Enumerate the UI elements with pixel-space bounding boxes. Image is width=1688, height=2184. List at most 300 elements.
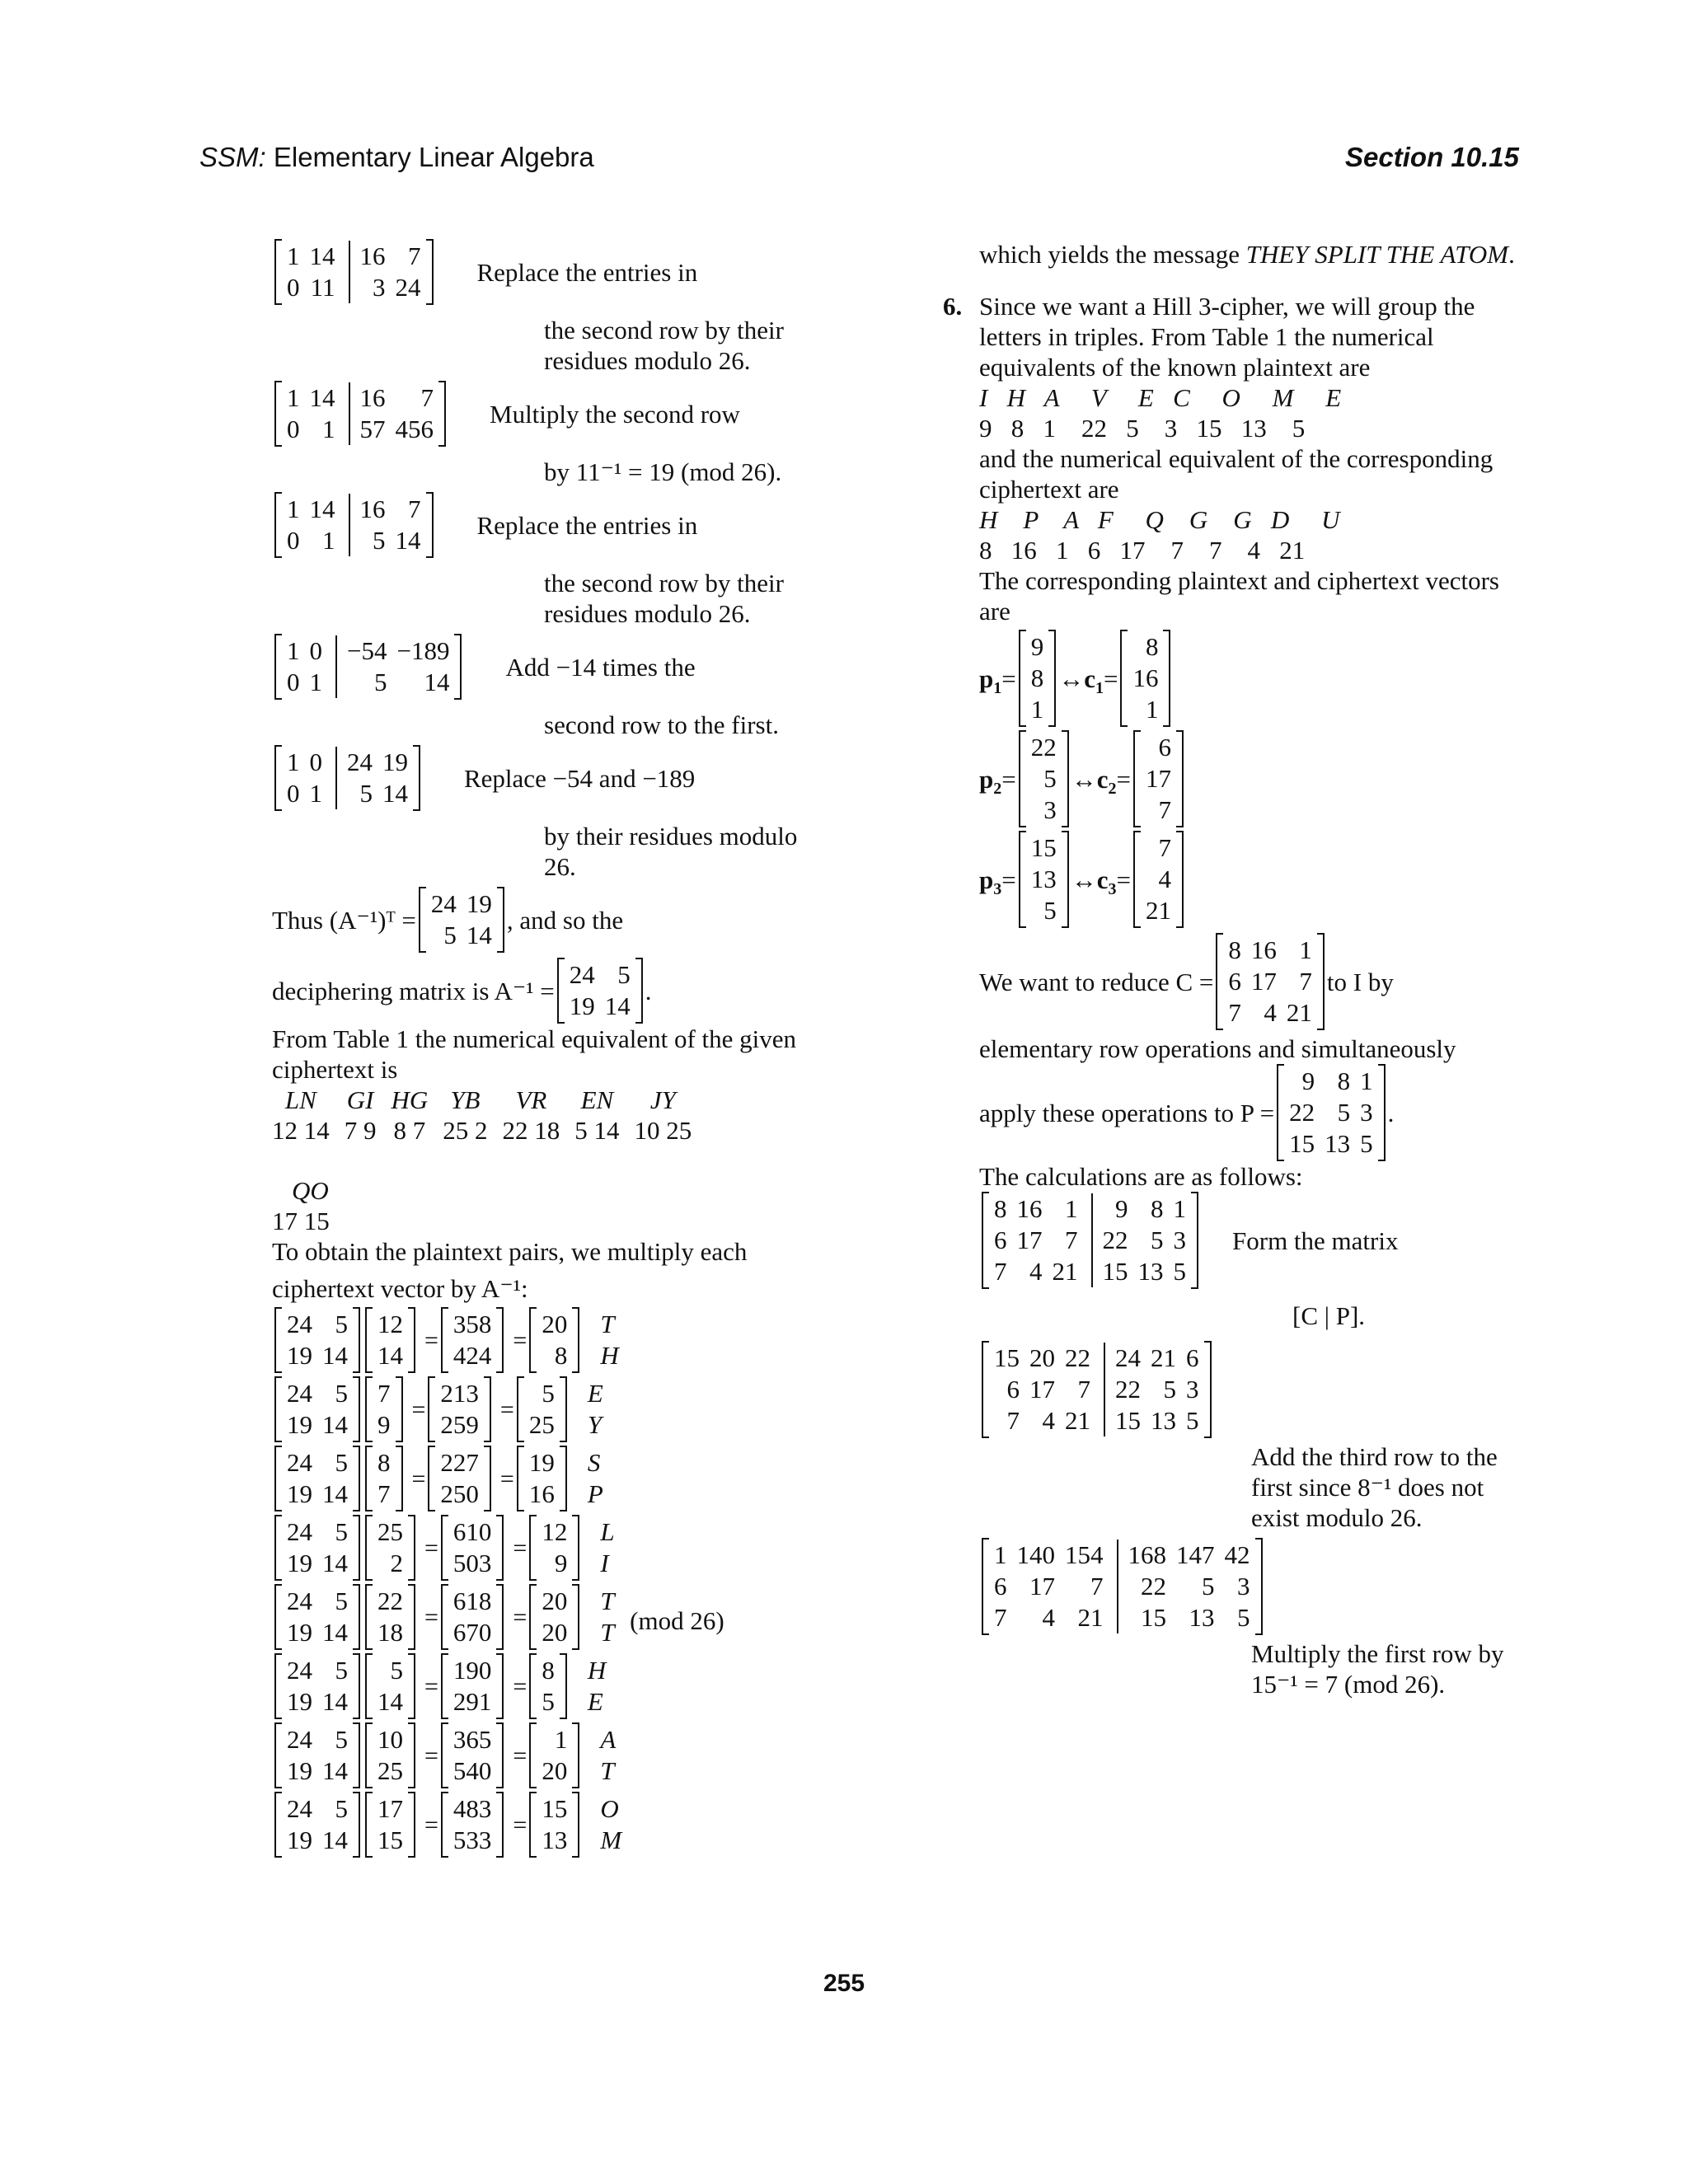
matrix-entry: 1 bbox=[1299, 935, 1312, 964]
cipher-vector bbox=[1120, 630, 1170, 727]
cipher-pair-letters: VR bbox=[515, 1085, 547, 1114]
matrix-entry: 14 bbox=[322, 1410, 348, 1439]
cipher-vector bbox=[1133, 831, 1184, 928]
cipher-pair-numbers: 10 25 bbox=[634, 1116, 692, 1145]
plaintext-letters bbox=[588, 1447, 603, 1510]
cipher-vector bbox=[365, 1376, 403, 1442]
matrix-entry: 8 bbox=[1151, 1194, 1164, 1223]
plaintext-letter: T bbox=[600, 1310, 615, 1338]
residue-vector bbox=[529, 1722, 579, 1788]
page-number: 255 bbox=[823, 1970, 865, 1997]
matrix-entry: 1 bbox=[287, 748, 300, 776]
inverse-matrix bbox=[274, 1307, 360, 1373]
matrix-entry: 24 bbox=[287, 1586, 312, 1615]
matrix-entry: 8 bbox=[1337, 1066, 1351, 1095]
augmented-2x4-matrix bbox=[274, 239, 434, 305]
matrix-entry: 5 bbox=[1186, 1406, 1199, 1435]
augmented-step-1 bbox=[979, 1192, 1523, 1289]
matrix-entry: 4 bbox=[1158, 865, 1171, 893]
plaintext-letter: T bbox=[600, 1756, 615, 1785]
step-note-cont: second row to the first. bbox=[544, 710, 779, 739]
matrix-entry: 19 bbox=[287, 1341, 312, 1370]
reduction-step bbox=[272, 381, 849, 447]
matrix-entry: 20 bbox=[542, 1756, 568, 1785]
matrix-entry: 20 bbox=[542, 1310, 568, 1338]
matrix-entry: 5 bbox=[617, 960, 631, 989]
matrix-entry: 22 bbox=[1118, 1571, 1172, 1602]
step-note: Add −14 times the bbox=[505, 652, 696, 682]
matrix-entry: 14 bbox=[322, 1549, 348, 1577]
note-form-matrix: Form the matrix bbox=[1232, 1226, 1399, 1255]
matrix-entry: 15 bbox=[994, 1343, 1020, 1372]
matrix-entry: 14 bbox=[322, 1687, 348, 1716]
matrix-entry: 8 bbox=[554, 1341, 568, 1370]
matrix-entry: 147 bbox=[1176, 1540, 1215, 1569]
matrix-entry: 14 bbox=[382, 779, 408, 808]
matrix-entry: 19 bbox=[466, 889, 492, 918]
cipher-pair bbox=[503, 1085, 560, 1146]
vector-pairs bbox=[979, 630, 1523, 928]
product-row bbox=[272, 1653, 621, 1719]
matrix-entry: 7 bbox=[408, 494, 421, 523]
plaintext-letter: L bbox=[600, 1517, 615, 1546]
running-header-right: Section 10.15 bbox=[1345, 142, 1519, 172]
matrix-entry: 9 bbox=[1030, 632, 1044, 661]
note-multiply-first-row: Multiply the first row by 15⁻¹ = 7 (mod 26). bbox=[1251, 1639, 1504, 1699]
product-row bbox=[272, 1307, 621, 1373]
matrix-entry: 22 bbox=[1104, 1374, 1146, 1405]
plain-vector-label: $p_3$ bbox=[979, 865, 1002, 898]
product-vector bbox=[441, 1792, 504, 1858]
ciphertext-intro: and the numerical equivalent of the corresponding ciphertext are bbox=[979, 444, 1493, 504]
matrix-entry: 19 bbox=[287, 1479, 312, 1508]
plaintext-letters bbox=[588, 1378, 603, 1441]
residue-vector bbox=[529, 1515, 579, 1581]
equals-sign: = bbox=[513, 1811, 528, 1839]
matrix-entry: −189 bbox=[396, 636, 450, 665]
matrix-entry: 14 bbox=[466, 921, 492, 949]
equals-sign: = bbox=[499, 1395, 514, 1423]
product-list bbox=[272, 1307, 621, 1861]
matrix-entry: 0 bbox=[287, 415, 300, 443]
matrix-entry: 8 bbox=[542, 1656, 555, 1685]
matrix-entry: 0 bbox=[287, 668, 300, 696]
cipher-vector bbox=[365, 1307, 415, 1373]
product-row bbox=[272, 1376, 621, 1442]
matrix-entry: 8 bbox=[1228, 935, 1241, 964]
cipher-vector bbox=[365, 1446, 403, 1511]
matrix-entry: 17 bbox=[1016, 1226, 1043, 1254]
cipher-pair-letters: EN bbox=[580, 1085, 614, 1114]
equals-sign: = bbox=[411, 1465, 426, 1493]
matrix-entry: 14 bbox=[322, 1618, 348, 1647]
matrix-entry: 20 bbox=[542, 1586, 568, 1615]
augmented-2x4-matrix bbox=[274, 745, 420, 811]
matrix-entry: 5 bbox=[336, 667, 392, 698]
matrix-entry: 19 bbox=[528, 1448, 555, 1477]
ciphertext-letters: H P A F Q G G D U bbox=[979, 505, 1340, 534]
inverse-transpose-matrix bbox=[419, 887, 504, 953]
inverse-matrix bbox=[274, 1653, 360, 1719]
matrix-entry: 9 bbox=[377, 1410, 391, 1439]
matrix-entry: 16 bbox=[349, 382, 391, 414]
last-pair-nums: 17 15 bbox=[272, 1207, 330, 1235]
augmented-2x4-matrix bbox=[274, 381, 446, 447]
matrix-entry: 540 bbox=[452, 1756, 492, 1785]
matrix-entry: 5 bbox=[443, 921, 457, 949]
cipher-pair bbox=[574, 1085, 619, 1146]
matrix-entry: 8 bbox=[994, 1194, 1007, 1223]
matrix-entry: 15 bbox=[1030, 833, 1057, 862]
matrix-entry: 15 bbox=[377, 1825, 403, 1854]
plain-vector-label: $p_2$ bbox=[979, 764, 1002, 798]
running-header-left: SSM: Elementary Linear Algebra bbox=[199, 142, 594, 172]
residue-vector bbox=[529, 1792, 579, 1858]
plaintext-letters bbox=[600, 1724, 616, 1787]
problem-text: Since we want a Hill 3-cipher, we will group the letters in triples. From Table 1 the numerical equivalents of the known plaintext are bbox=[979, 292, 1475, 382]
vectors-intro: The corresponding plaintext and ciphertext vectors are bbox=[979, 566, 1499, 626]
matrix-entry: 503 bbox=[452, 1549, 492, 1577]
matrix-entry: 15 bbox=[1289, 1129, 1315, 1158]
equals-sign: = bbox=[1116, 764, 1131, 794]
deciphering-matrix bbox=[557, 958, 643, 1024]
equals-sign: = bbox=[513, 1672, 528, 1700]
matrix-entry: 57 bbox=[349, 414, 391, 445]
plaintext-letter: S bbox=[587, 1448, 601, 1477]
plain-vector bbox=[1019, 831, 1069, 928]
matrix-entry: 22 bbox=[1030, 733, 1057, 762]
matrix-entry: 0 bbox=[309, 748, 322, 776]
matrix-entry: 19 bbox=[569, 991, 595, 1020]
matrix-entry: 5 bbox=[335, 1517, 348, 1546]
matrix-entry: 22 bbox=[1065, 1343, 1090, 1372]
matrix-entry: 1 bbox=[554, 1725, 568, 1754]
matrix-entry: 0 bbox=[287, 273, 300, 302]
equals-sign: = bbox=[1001, 865, 1016, 894]
matrix-entry: 14 bbox=[322, 1479, 348, 1508]
matrix-entry: 16 bbox=[349, 241, 391, 272]
matrix-entry: 25 bbox=[377, 1517, 403, 1546]
matrix-entry: 6 bbox=[1228, 967, 1241, 996]
product-row bbox=[272, 1584, 621, 1650]
equals-sign: = bbox=[513, 1741, 528, 1769]
matrix-entry: 6 bbox=[994, 1226, 1007, 1254]
cipher-vector bbox=[365, 1515, 415, 1581]
matrix-entry: 5 bbox=[542, 1687, 555, 1716]
cipher-vector-label: $c_2$ bbox=[1096, 764, 1117, 798]
residue-vector bbox=[529, 1584, 579, 1650]
step-note: Replace the entries in bbox=[476, 257, 698, 287]
matrix-entry: 291 bbox=[452, 1687, 492, 1716]
matrix-entry: 358 bbox=[452, 1310, 492, 1338]
vector-pair-row bbox=[979, 730, 1523, 827]
matrix-entry: 16 bbox=[1016, 1194, 1043, 1223]
equals-sign: = bbox=[1104, 663, 1118, 693]
residue-vector bbox=[517, 1446, 567, 1511]
matrix-entry: 14 bbox=[377, 1687, 403, 1716]
matrix-entry: 24 bbox=[287, 1448, 312, 1477]
plain-vector bbox=[1019, 730, 1069, 827]
matrix-entry: 1 bbox=[1360, 1066, 1373, 1095]
matrix-entry: 14 bbox=[395, 526, 421, 555]
plaintext-letters bbox=[600, 1586, 614, 1648]
mult-intro-a: To obtain the plaintext pairs, we multiply each bbox=[272, 1237, 748, 1266]
matrix-entry: 13 bbox=[1030, 865, 1057, 893]
product-vector bbox=[428, 1376, 491, 1442]
product-row bbox=[272, 1722, 621, 1788]
matrix-entry: −54 bbox=[336, 635, 392, 667]
matrix-entry: 24 bbox=[430, 889, 457, 918]
matrix-entry: 618 bbox=[452, 1586, 492, 1615]
matrix-entry: 7 bbox=[408, 241, 421, 270]
matrix-entry: 8 bbox=[1030, 663, 1044, 692]
matrix-entry: 7 bbox=[1006, 1406, 1020, 1435]
matrix-entry: 16 bbox=[349, 494, 391, 525]
matrix-entry: 13 bbox=[1151, 1406, 1176, 1435]
reduction-step bbox=[272, 239, 849, 305]
matrix-entry: 5 bbox=[1043, 764, 1057, 793]
matrix-entry: 250 bbox=[440, 1479, 479, 1508]
matrix-entry: 483 bbox=[452, 1794, 492, 1823]
note-add-third-row: Add the third row to the first since 8⁻¹ does not exist modulo 26. bbox=[1251, 1442, 1498, 1532]
matrix-entry: 12 bbox=[377, 1310, 403, 1338]
step-note-cont: the second row by their residues modulo 26. bbox=[544, 569, 784, 628]
apply-line: apply these operations to P = 9 8 1 22 5 3 15 13 5 . bbox=[979, 1064, 1523, 1161]
matrix-entry: 15 bbox=[1104, 1405, 1146, 1436]
step-note-cont: the second row by their residues modulo 26. bbox=[544, 316, 784, 375]
residue-vector bbox=[529, 1307, 579, 1373]
matrix-entry: 16 bbox=[528, 1479, 555, 1508]
product-row bbox=[272, 1446, 621, 1511]
matrix-entry: 7 bbox=[1077, 1375, 1090, 1404]
matrix-entry: 15 bbox=[1092, 1256, 1133, 1287]
vector-pair-row bbox=[979, 831, 1523, 928]
matrix-entry: 42 bbox=[1224, 1540, 1250, 1569]
matrix-entry: 10 bbox=[377, 1725, 403, 1754]
matrix-entry: 14 bbox=[309, 494, 335, 523]
cipher-vector bbox=[365, 1792, 415, 1858]
matrix-entry: 0 bbox=[309, 636, 322, 665]
matrix-entry: 610 bbox=[452, 1517, 492, 1546]
matrix-entry: 1 bbox=[309, 779, 322, 808]
matrix-entry: 5 bbox=[335, 1379, 348, 1408]
matrix-entry: 9 bbox=[1301, 1066, 1315, 1095]
plaintext-letters bbox=[588, 1655, 606, 1718]
matrix-entry: 5 bbox=[542, 1379, 555, 1408]
matrix-entry: 24 bbox=[287, 1517, 312, 1546]
product-vector bbox=[428, 1446, 491, 1511]
product-vector bbox=[441, 1722, 504, 1788]
cipher-pair bbox=[635, 1085, 692, 1146]
last-pair-letters: QO bbox=[292, 1176, 329, 1205]
matrix-entry: 19 bbox=[287, 1687, 312, 1716]
matrix-entry: 5 bbox=[335, 1794, 348, 1823]
step-note: Multiply the second row bbox=[490, 399, 740, 429]
problem-6 bbox=[943, 291, 1523, 1699]
matrix-entry: 7 bbox=[1065, 1226, 1078, 1254]
matrix-entry: 1 bbox=[1030, 695, 1044, 724]
plaintext-letter: Y bbox=[587, 1410, 603, 1439]
matrix-entry: 154 bbox=[1065, 1540, 1104, 1569]
cipher-pair-numbers: 22 18 bbox=[502, 1116, 560, 1145]
row-reduction-steps bbox=[272, 239, 849, 882]
calc-intro: The calculations are as follows: bbox=[979, 1162, 1303, 1191]
matrix-entry: 24 bbox=[287, 1310, 312, 1338]
matrix-entry: 9 bbox=[554, 1549, 568, 1577]
augmented-matrix-2 bbox=[982, 1341, 1212, 1438]
matrix-entry: 3 bbox=[1237, 1572, 1250, 1601]
matrix-entry: 365 bbox=[452, 1725, 492, 1754]
plaintext-letters bbox=[600, 1309, 618, 1371]
plaintext-letters bbox=[600, 1516, 614, 1579]
cipher-pair bbox=[443, 1085, 487, 1146]
matrix-entry: 24 bbox=[287, 1725, 312, 1754]
step-note: Replace the entries in bbox=[476, 510, 698, 540]
reduction-step bbox=[272, 634, 849, 700]
matrix-entry: 7 bbox=[1158, 795, 1171, 824]
matrix-entry: 5 bbox=[1237, 1603, 1250, 1632]
plaintext-letter: I bbox=[600, 1549, 609, 1577]
matrix-entry: 6 bbox=[1158, 733, 1171, 762]
equals-sign: = bbox=[424, 1534, 438, 1562]
matrix-entry: 14 bbox=[322, 1825, 348, 1854]
matrix-entry: 1 bbox=[287, 383, 300, 412]
cipher-pair-letters: LN bbox=[284, 1085, 316, 1114]
matrix-entry: 5 bbox=[1360, 1129, 1373, 1158]
augmented-2x4-matrix bbox=[274, 492, 434, 558]
matrix-entry: 1 bbox=[287, 494, 300, 523]
matrix-entry: 13 bbox=[542, 1825, 568, 1854]
matrix-entry: 7 bbox=[377, 1479, 391, 1508]
inverse-matrix bbox=[274, 1376, 360, 1442]
residue-vector bbox=[529, 1653, 567, 1719]
equals-sign: = bbox=[411, 1395, 426, 1423]
matrix-entry: 19 bbox=[287, 1410, 312, 1439]
augmented-2x4-matrix bbox=[274, 634, 462, 700]
matrix-entry: 1 bbox=[287, 636, 300, 665]
matrix-entry: 8 bbox=[1145, 632, 1159, 661]
vector-pair-row bbox=[979, 630, 1523, 727]
cipher-pair bbox=[272, 1085, 330, 1146]
augmented-matrix-1 bbox=[982, 1192, 1198, 1289]
matrix-entry: 670 bbox=[452, 1618, 492, 1647]
matrix-entry: 5 bbox=[1173, 1257, 1186, 1286]
matrix-entry: 5 bbox=[336, 778, 377, 809]
cipher-vector bbox=[365, 1584, 415, 1650]
matrix-entry: 190 bbox=[452, 1656, 492, 1685]
ciphertext-numbers: 8 16 1 6 17 7 7 4 21 bbox=[979, 536, 1306, 565]
cipher-pair-numbers: 8 7 bbox=[393, 1116, 426, 1145]
plaintext-letter: H bbox=[587, 1656, 607, 1685]
plaintext-letter: M bbox=[600, 1825, 622, 1854]
elementary-line: elementary row operations and simultaneously bbox=[979, 1034, 1456, 1063]
note-c-p: [C | P]. bbox=[1292, 1301, 1366, 1330]
matrix-entry: 259 bbox=[440, 1410, 479, 1439]
matrix-entry: 18 bbox=[377, 1618, 403, 1647]
matrix-entry: 227 bbox=[440, 1448, 479, 1477]
cipher-vector bbox=[365, 1653, 415, 1719]
table-intro: From Table 1 the numerical equivalent of the given ciphertext is bbox=[272, 1024, 797, 1084]
step-note-cont: by their residues modulo 26. bbox=[544, 822, 798, 881]
matrix-entry: 213 bbox=[440, 1379, 479, 1408]
matrix-entry: 7 bbox=[1158, 833, 1171, 862]
cipher-vector bbox=[365, 1722, 415, 1788]
matrix-entry: 14 bbox=[604, 991, 631, 1020]
matrix-entry: 5 bbox=[390, 1656, 403, 1685]
reduce-line: We want to reduce C = 8 16 1 6 17 7 7 4 21 to I by bbox=[979, 933, 1523, 1030]
matrix-entry: 25 bbox=[377, 1756, 403, 1785]
plaintext-letters: I H A V E C O M E bbox=[979, 383, 1342, 412]
matrix-entry: 5 bbox=[335, 1310, 348, 1338]
matrix-entry: 21 bbox=[1286, 998, 1312, 1027]
matrix-entry: 140 bbox=[1016, 1540, 1055, 1569]
matrix-entry: 22 bbox=[377, 1586, 403, 1615]
plaintext-letter: T bbox=[600, 1586, 615, 1615]
product-row bbox=[272, 1792, 621, 1858]
left-column bbox=[272, 239, 849, 1861]
matrix-entry: 19 bbox=[287, 1825, 312, 1854]
matrix-entry: 1 bbox=[322, 526, 335, 555]
matrix-entry: 17 bbox=[1250, 967, 1277, 996]
matrix-entry: 24 bbox=[395, 273, 421, 302]
mult-intro-b: ciphertext vector by A⁻¹: bbox=[272, 1274, 528, 1303]
inverse-matrix bbox=[274, 1722, 360, 1788]
matrix-entry: 5 bbox=[349, 525, 391, 556]
product-vector bbox=[441, 1307, 504, 1373]
plaintext-letter: E bbox=[587, 1379, 603, 1408]
matrix-entry: 24 bbox=[287, 1656, 312, 1685]
matrix-entry: 11 bbox=[310, 273, 335, 302]
step-note-cont: by 11⁻¹ = 19 (mod 26). bbox=[544, 457, 782, 486]
matrix-entry: 17 bbox=[377, 1794, 403, 1823]
matrix-entry: 13 bbox=[1325, 1129, 1351, 1158]
matrix-entry: 4 bbox=[1029, 1257, 1043, 1286]
correspondence-arrow: ↔ bbox=[1071, 865, 1097, 894]
matrix-entry: 424 bbox=[452, 1341, 492, 1370]
equals-sign: = bbox=[513, 1603, 528, 1631]
cipher-pair-letters: GI bbox=[346, 1085, 374, 1114]
matrix-entry: 9 bbox=[1092, 1193, 1133, 1225]
product-row bbox=[272, 1515, 621, 1581]
mod-label: (mod 26) bbox=[630, 1606, 724, 1635]
matrix-entry: 25 bbox=[528, 1410, 555, 1439]
matrix-entry: 7 bbox=[994, 1603, 1007, 1632]
matrix-entry: 16 bbox=[1132, 663, 1159, 692]
reduction-step bbox=[272, 745, 849, 811]
equals-sign: = bbox=[1001, 764, 1016, 794]
cipher-pair bbox=[392, 1085, 429, 1146]
cipher-pair-letters: YB bbox=[450, 1085, 481, 1114]
matrix-entry: 14 bbox=[377, 1341, 403, 1370]
matrix-entry: 5 bbox=[335, 1448, 348, 1477]
cipher-pair-numbers: 5 14 bbox=[574, 1116, 620, 1145]
matrix-entry: 7 bbox=[1090, 1572, 1104, 1601]
matrix-P bbox=[1277, 1064, 1386, 1161]
matrix-entry: 5 bbox=[1043, 896, 1057, 925]
matrix-entry: 6 bbox=[994, 1572, 1007, 1601]
matrix-entry: 21 bbox=[1077, 1603, 1104, 1632]
matrix-entry: 168 bbox=[1118, 1540, 1172, 1571]
matrix-entry: 0 bbox=[287, 779, 300, 808]
matrix-entry: 22 bbox=[1289, 1098, 1315, 1127]
matrix-entry: 5 bbox=[1337, 1098, 1351, 1127]
plaintext-letter: H bbox=[600, 1341, 619, 1370]
matrix-entry: 3 bbox=[1186, 1375, 1199, 1404]
matrix-entry: 3 bbox=[1173, 1226, 1186, 1254]
deciphering-line: deciphering matrix is A⁻¹ = 24 5 19 14 . bbox=[272, 958, 849, 1024]
matrix-entry: 7 bbox=[1228, 998, 1241, 1027]
matrix-entry: 4 bbox=[1042, 1603, 1055, 1632]
